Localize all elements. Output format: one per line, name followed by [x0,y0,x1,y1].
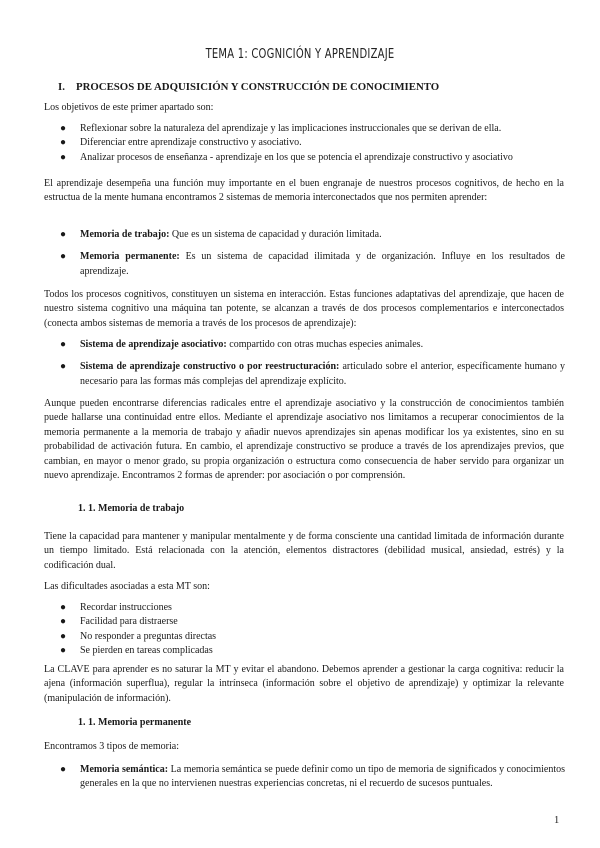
bullet-icon: ● [60,645,67,657]
bullet-icon: ● [60,123,67,134]
page-number: 1 [554,815,560,826]
list-item: ● No responder a preguntas directas [60,630,565,644]
paragraph: La CLAVE para aprender es no saturar la MT y evitar el abandono. Debemos aprender a gestionar la carga cognitiva: reducir la ajena (información superflua), regular la intrínseca (información sobre el objetivo de aprendizaje) y optimizar la relevante (manipulación de información). [44,664,564,704]
bullet-icon: ● [60,339,67,350]
list-item: ● Diferenciar entre aprendizaje constructivo y asociativo. [60,136,565,150]
objectives-intro: Los objetivos de este primer apartado son: [44,102,214,113]
bullet-icon: ● [60,361,67,373]
list-item: ● Memoria semántica: La memoria semántica se puede definir como un tipo de memoria de significados y conocimientos generales en la que no intervienen nuestras experiencias concretas, ni el recuerdo de sucesos puntuales. [60,764,565,790]
paragraph: Tiene la capacidad para mantener y manipular mentalmente y de forma consciente una cantidad limitada de información durante un tiempo limitado. Está relacionada con la atención, elementos distractores (debilidad musical, ansiedad, estrés) y la codificación dual. [44,531,564,571]
section-number: I. [58,81,65,93]
bullet-icon: ● [60,229,67,240]
paragraph: Todos los procesos cognitivos, constituyen un sistema en interacción. Estas funciones adaptativas del aprendizaje, que hacen de nuestro sistema cognitivo una máquina tan potente, se alcanzan a través de dos procesos complementarios e interconectados (conecta ambos sistemas de memoria a través de los procesos de aprendizaje): [44,289,564,329]
paragraph: Aunque pueden encontrarse diferencias radicales entre el aprendizaje asociativo y la construcción de conocimientos también puede hallarse una continuidad entre ellos. Mediante el aprendizaje asociativo nos limitamos a recuperar conocimientos de la memoria permanente a la memoria de trabajo y añadir nuevos aprendizajes sin apenas modificar los ya existentes, sino en su probabilidad de activación futura. En cambio, el aprendizaje constructivo se produce a través de los aprendizajes previos, que cambian, en mayor o menor grado, su propia organización o estructura como consecuencia de haber servido para organizar un nuevo aprendizaje. Encontramos 2 formas de aprender: por asociación o por comprensión. [44,398,564,482]
list-item: ● Memoria de trabajo: Que es un sistema de capacidad y duración limitada. [60,228,565,242]
bullet-icon: ● [60,151,67,163]
paragraph: El aprendizaje desempeña una función muy importante en el buen engranaje de nuestros procesos cognitivos, de hecho en la estructua de la mente humana encontramos 2 sistemas de memoria interconectados que nos permiten aprender: [44,178,564,204]
bullet-icon: ● [60,764,67,775]
list-item: ● Se pierden en tareas complicadas [60,644,565,658]
subsection-heading: 1. 1. Memoria permanente [78,717,192,728]
objectives-list [60,122,565,165]
list-item: ● Sistema de aprendizaje constructivo o por reestructuración: articulado sobre el anterior, específicamente humano y necesario para las formas más complejas del aprendizaje explícito. [60,361,565,387]
bullet-icon: ● [60,602,67,613]
bullet-icon: ● [60,251,67,263]
list-item: ● Memoria permanente: Es un sistema de capacidad ilimitada y de organización. Influye en los resultados de aprendizaje. [60,251,565,277]
list-item: ● Reflexionar sobre la naturaleza del aprendizaje y las implicaciones instruccionales que se derivan de ella. [60,122,565,136]
list-item: ● Recordar instrucciones [60,601,565,615]
bullet-icon: ● [60,137,67,149]
permanent-types-list [60,763,565,792]
learning-systems-list [60,338,565,389]
difficulties-list [60,601,565,659]
list-item: ● Analizar procesos de enseñanza - aprendizaje en los que se potencia el aprendizaje constructivo y asociativo [60,151,565,165]
subsection-heading: 1. 1. Memoria de trabajo [78,503,185,514]
document-title: TEMA 1: COGNICIÓN Y APRENDIZAJE [205,46,395,62]
memory-types-list [60,228,565,279]
memory-intro: Encontramos 3 tipos de memoria: [44,741,179,752]
difficulties-intro: Las dificultades asociadas a esta MT son: [44,581,210,592]
list-item: ● Sistema de aprendizaje asociativo: compartido con otras muchas especies animales. [60,338,565,352]
section-title: PROCESOS DE ADQUISICIÓN Y CONSTRUCCIÓN DE CONOCIMIENTO [76,81,440,93]
section-heading [58,81,439,93]
list-item: ● Facilidad para distraerse [60,615,565,629]
bullet-icon: ● [60,616,67,628]
bullet-icon: ● [60,630,67,642]
